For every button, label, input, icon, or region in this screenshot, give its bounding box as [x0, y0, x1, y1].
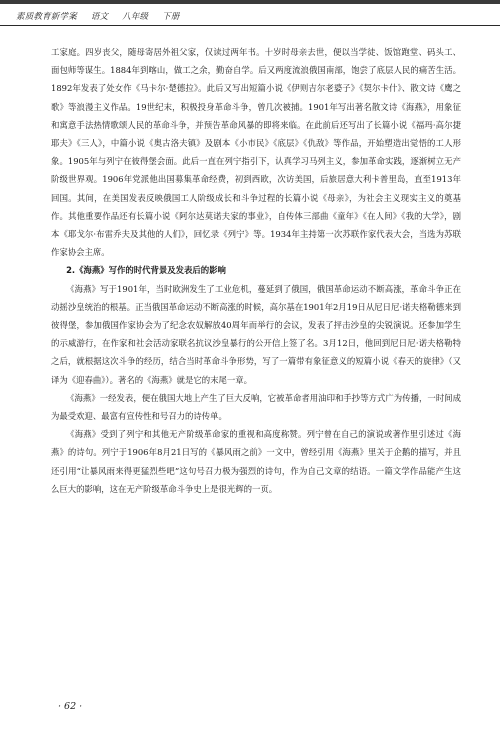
biography-paragraph: 工家庭。四岁丧父，随母寄居外祖父家，仅读过两年书。十岁时母亲去世，便以当学徒、饭馆跑堂、码头工、面包师等谋生。1884年到喀山，做工之余，勤奋自学。后又两度流浪俄国南部，饱尝了底层人民的痛苦生活。1892年发表了处女作《马卡尔·楚德拉》。此后又写出短篇小说《伊则吉尔老婆子》《契尔卡什》、散文诗《鹰之歌》等浪漫主义作品。19世纪末，积极投身革命斗争，曾几次被捕。1901年写出著名散文诗《海燕》，用象征和寓意手法热情歌颂人民的革命斗争，并预告革命风暴的即将来临。在此前后还写出了长篇小说《福玛·高尔捷耶夫》《三人》，中篇小说《奥古洛夫镇》及剧本《小市民》《底层》《仇敌》等作品，开始塑造出觉悟的工人形象。1905年与列宁在彼得堡会面。此后一直在列宁指引下，认真学习马列主义，参加革命实践，逐渐树立无产阶级世界观。1906年党派他出国募集革命经费，初到西欧，次访美国，后旅居意大利卡普里岛，直至1913年回国。其间，在美国发表反映俄国工人阶级成长和斗争过程的长篇小说《母亲》，为社会主义现实主义的奠基作。其他重要作品还有长篇小说《阿尔达莫诺夫家的事业》，自传体三部曲《童年》《在人间》《我的大学》，剧本《耶戈尔·布雷乔夫及其他的人们》，回忆录《列宁》等。1934年主持第一次苏联作家代表大会，当选为苏联作家协会主席。: [51, 47, 461, 258]
influence-paragraph: 《海燕》受到了列宁和其他无产阶级革命家的重视和高度称赞。列宁曾在自己的演说或著作里引述过《海燕》的诗句。列宁于1906年8月21日写的《暴风雨之前》一文中，曾经引用《海燕》里关于企鹅的描写，并且还引用“让暴风雨来得更猛烈些吧”这句号召力极为强烈的诗句，作为自己文章的结语。一篇文学作品能产生这么巨大的影响，这在无产阶级革命斗争史上是很光辉的一页。: [51, 429, 461, 494]
reception-paragraph: 《海燕》一经发表，便在俄国大地上产生了巨大反响，它被革命者用油印和手抄等方式广为传播，一时间成为最受欢迎、最富有宣传性和号召力的诗传单。: [51, 392, 461, 422]
book-series-title: 素质教育新学案: [16, 12, 77, 22]
volume-label: 下册: [162, 12, 180, 22]
page-header: [0, 0, 500, 26]
header-bar: [0, 0, 500, 4]
subject-label: 语文: [90, 12, 109, 22]
section-heading: 2.《海燕》写作的时代背景及发表后的影响: [66, 265, 226, 276]
grade-label: 八年级: [122, 12, 149, 22]
page-number: · 62 ·: [58, 701, 83, 712]
header-text: [16, 10, 191, 22]
header-rule: [0, 25, 500, 26]
main-text: [51, 43, 461, 498]
background-paragraph: 《海燕》写于1901年，当时欧洲发生了工业危机，蔓延到了俄国，俄国革命运动不断高涨，革命斗争正在动摇沙皇统治的根基。正当俄国革命运动不断高涨的时候，高尔基在1901年2月19日从尼日尼·诺夫格勒德来到彼得堡，参加俄国作家协会为了纪念农奴解放40周年而举行的会议，发表了抨击沙皇的尖锐演说。还参加学生的示威游行，在作家和社会活动家联名抗议沙皇暴行的公开信上签了名。3月12日，他回到尼日尼·诺夫格勒特之后，就根据这次斗争的经历，结合当时革命斗争形势，写了一篇带有象征意义的短篇小说《春天的旋律》（又译为《迎春曲》）。著名的《海燕》就是它的末尾一章。: [51, 283, 461, 385]
